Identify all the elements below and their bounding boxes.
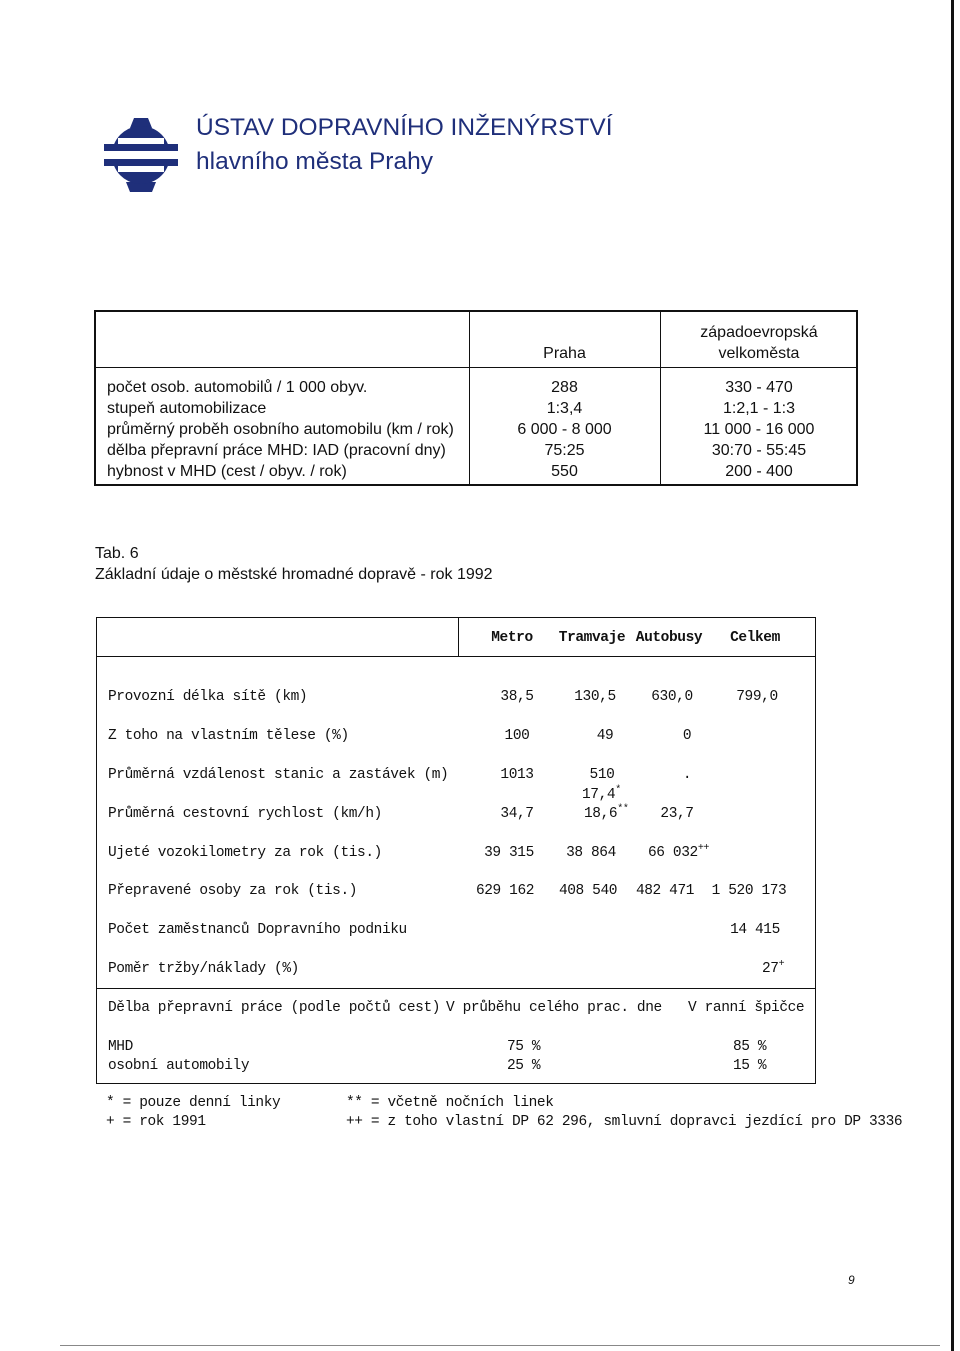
page-number: 9 xyxy=(848,1273,855,1287)
bus-value: 0 xyxy=(682,728,692,744)
col-header-west-line2: velkoměsta xyxy=(718,345,800,362)
metro-value: 100 xyxy=(504,728,530,744)
split-label: Dělba přepravní práce (podle počtů cest) xyxy=(108,1000,441,1016)
row-label: Z toho na vlastním tělese (%) xyxy=(108,728,349,744)
praha-value: 75:25 xyxy=(544,442,585,459)
tram-value: 130,5 xyxy=(574,689,616,705)
org-name-line1: ÚSTAV DOPRAVNÍHO INŽENÝRSTVÍ xyxy=(196,114,613,141)
bottom-rule xyxy=(60,1345,940,1346)
total-value: 14 415 xyxy=(730,922,780,938)
row-label: průměrný proběh osobního automobilu (km / rok) xyxy=(107,421,454,438)
row-label: Průměrná vzdálenost stanic a zastávek (m) xyxy=(108,767,449,783)
total-value: 799,0 xyxy=(736,689,778,705)
tram-value: 408 540 xyxy=(558,883,618,899)
tram-value-day: 17,4* xyxy=(582,785,621,803)
split-value: 75 % xyxy=(507,1039,541,1055)
metro-value: 34,7 xyxy=(500,806,534,822)
praha-value: 1:3,4 xyxy=(546,400,583,417)
footnote: ** = včetně nočních linek xyxy=(346,1095,554,1111)
split-row-label: MHD xyxy=(108,1039,133,1055)
col-header-tram: Tramvaje xyxy=(558,630,626,646)
row-label: Počet zaměstnanců Dopravního podniku xyxy=(108,922,407,938)
praha-value: 288 xyxy=(551,379,578,396)
metro-value: 39 315 xyxy=(484,845,534,861)
bus-value: 630,0 xyxy=(651,689,693,705)
bus-value: 66 032++ xyxy=(648,843,710,861)
footnote: * = pouze denní linky xyxy=(106,1095,281,1111)
row-label: Poměr tržby/náklady (%) xyxy=(108,961,299,977)
tram-value: 49 xyxy=(596,728,614,744)
west-value: 1:2,1 - 1:3 xyxy=(722,400,796,417)
col-header-west-line1: západoevropská xyxy=(700,324,818,341)
metro-value: 1013 xyxy=(500,767,534,783)
west-value: 11 000 - 16 000 xyxy=(703,421,815,438)
row-label: Ujeté vozokilometry za rok (tis.) xyxy=(108,845,382,861)
metro-value: 629 162 xyxy=(475,883,535,899)
bus-value: . xyxy=(682,767,692,783)
total-value: 27+ xyxy=(762,959,785,977)
footnote: ++ = z toho vlastní DP 62 296, smluvní dopravci jezdící pro DP 3336 xyxy=(346,1114,903,1130)
split-row-label: osobní automobily xyxy=(108,1058,250,1074)
row-label: hybnost v MHD (cest / obyv. / rok) xyxy=(107,463,347,480)
footnote: + = rok 1991 xyxy=(106,1114,206,1130)
table-caption: Základní údaje o městské hromadné dopravě - rok 1992 xyxy=(95,566,493,583)
bus-value: 23,7 xyxy=(660,806,694,822)
row-label: Přepravené osoby za rok (tis.) xyxy=(108,883,358,899)
org-name-line2: hlavního města Prahy xyxy=(196,148,433,175)
praha-value: 6 000 - 8 000 xyxy=(517,421,612,438)
comparison-table xyxy=(94,310,858,486)
west-value: 200 - 400 xyxy=(725,463,793,480)
west-value: 30:70 - 55:45 xyxy=(711,442,807,459)
split-col2-header: V ranní špičce xyxy=(688,1000,805,1016)
split-value: 25 % xyxy=(507,1058,541,1074)
col-header-metro: Metro xyxy=(491,630,533,646)
tram-value: 510 xyxy=(589,767,615,783)
praha-value: 550 xyxy=(551,463,578,480)
col-header-total: Celkem xyxy=(730,630,780,646)
row-label: Průměrná cestovní rychlost (km/h) xyxy=(108,806,382,822)
total-value: 1 520 173 xyxy=(711,883,787,899)
row-label: Provozní délka sítě (km) xyxy=(108,689,308,705)
col-header-praha: Praha xyxy=(543,345,586,362)
row-label: dělba přepravní práce MHD: IAD (pracovní dny) xyxy=(107,442,446,459)
tram-value-night: 18,6** xyxy=(584,804,629,822)
col-header-bus: Autobusy xyxy=(635,630,703,646)
west-value: 330 - 470 xyxy=(725,379,793,396)
metro-value: 38,5 xyxy=(500,689,534,705)
tram-value: 38 864 xyxy=(566,845,616,861)
split-value: 15 % xyxy=(733,1058,767,1074)
row-label: stupeň automobilizace xyxy=(107,400,267,417)
row-label: počet osob. automobilů / 1 000 obyv. xyxy=(107,379,368,396)
scan-edge xyxy=(951,0,954,1351)
institute-logo-icon xyxy=(104,118,178,192)
table-number: Tab. 6 xyxy=(95,545,139,562)
bus-value: 482 471 xyxy=(635,883,695,899)
split-value: 85 % xyxy=(733,1039,767,1055)
split-col1-header: V průběhu celého prac. dne xyxy=(446,1000,662,1016)
